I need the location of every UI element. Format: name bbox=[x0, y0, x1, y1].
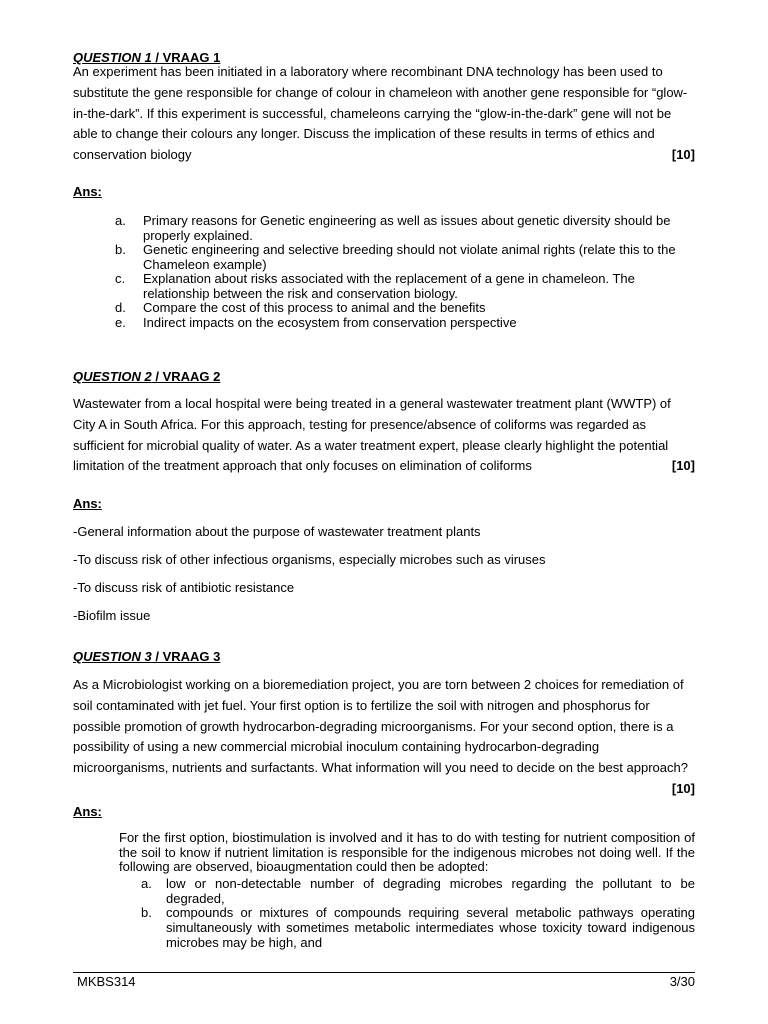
list-item: d. Compare the cost of this process to animal and the benefits bbox=[115, 300, 486, 315]
question-1-answer-list bbox=[115, 214, 695, 330]
question-2-answer-label: Ans: bbox=[73, 496, 102, 511]
question-1-body bbox=[73, 62, 695, 166]
list-item: e. Indirect impacts on the ecosystem from conservation perspective bbox=[115, 314, 517, 330]
question-3-answer-label: Ans: bbox=[73, 804, 102, 819]
list-item: a. low or non-detectable number of degrading microbes regarding the pollutant to be degraded, bbox=[141, 876, 695, 906]
question-3-answer-intro: For the first option, biostimulation is involved and it has to do with testing for nutrient composition of the soil to know if nutrient limitation is responsible for the indigenous microbes not doing well. If the following are observed, bioaugmentation could then be adopted: bbox=[119, 830, 695, 875]
question-2-body bbox=[73, 394, 695, 477]
question-3-vraag: / VRAAG 3 bbox=[151, 649, 221, 664]
footer-divider bbox=[73, 972, 695, 973]
list-item: c. Explanation about risks associated with the replacement of a gene in chameleon. The relationship between the risk and conservation biology. bbox=[115, 271, 635, 301]
question-1-vraag: / VRAAG 1 bbox=[151, 50, 221, 65]
question-3-marks: [10] bbox=[671, 780, 695, 796]
question-3-heading bbox=[73, 649, 220, 664]
footer-course-code: MKBS314 bbox=[77, 974, 136, 989]
question-1-text: An experiment has been initiated in a laboratory where recombinant DNA technology has been used to substitute the gene responsible for change of colour in chameleon with another gene responsible for “glow-in-the-dark”. If this experiment is successful, chameleons carrying the “glow-in-the-dark” gene will not be able to change their colours any longer. Discuss the implication of these results in terms of ethics and conservation biology bbox=[73, 64, 688, 163]
question-1-answer-label: Ans: bbox=[73, 184, 102, 199]
footer-page-number: 3/30 bbox=[669, 974, 695, 989]
question-2-point-4: -Biofilm issue bbox=[73, 608, 151, 623]
question-2-point-2: -To discuss risk of other infectious organisms, especially microbes such as viruses bbox=[73, 552, 546, 567]
question-2-point-3: -To discuss risk of antibiotic resistance bbox=[73, 580, 295, 595]
list-item: b. compounds or mixtures of compounds requiring several metabolic pathways operating simultaneously with sometimes metabolic intermediates whose toxicity toward indigenous microbes may be high, and bbox=[141, 905, 695, 950]
question-2-number: QUESTION 2 bbox=[73, 369, 152, 384]
question-3-body bbox=[73, 675, 695, 800]
list-item: b. Genetic engineering and selective breeding should not violate animal rights (relate this to the Chameleon example) bbox=[115, 242, 676, 272]
question-2-marks: [10] bbox=[671, 458, 695, 474]
list-item: a. Primary reasons for Genetic engineering as well as issues about genetic diversity should be properly explained. bbox=[115, 213, 671, 243]
question-1-number: QUESTION 1 bbox=[73, 50, 152, 65]
question-2-text: Wastewater from a local hospital were being treated in a general wastewater treatment plant (WWTP) of City A in South Africa. For this approach, testing for presence/absence of coliforms was regarded as sufficient for microbial quality of water. As a water treatment expert, please clearly highlight the potential limitation of the treatment approach that only focuses on elimination of coliforms bbox=[73, 396, 671, 474]
question-3-text: As a Microbiologist working on a bioremediation project, you are torn between 2 choices for remediation of soil contaminated with jet fuel. Your first option is to fertilize the soil with nitrogen and phosphorus for possible promotion of growth hydrocarbon-degrading microorganisms. For your second option, there is a possibility of using a new commercial microbial inoculum containing hydrocarbon-degrading microorganisms, nutrients and surfactants. What information will you need to decide on the best approach? bbox=[73, 677, 688, 776]
question-2-vraag: / VRAAG 2 bbox=[151, 369, 221, 384]
question-2-point-1: -General information about the purpose of wastewater treatment plants bbox=[73, 524, 481, 539]
question-1-marks: [10] bbox=[671, 147, 695, 163]
question-2-heading bbox=[73, 369, 220, 384]
question-3-number: QUESTION 3 bbox=[73, 649, 152, 664]
question-3-answer-list bbox=[141, 877, 695, 951]
